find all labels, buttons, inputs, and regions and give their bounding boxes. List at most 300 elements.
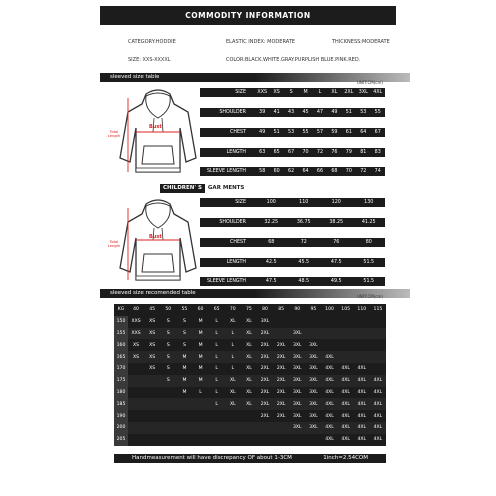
size-cell: 4XL <box>338 363 354 375</box>
kids-length-label: Total Length <box>107 240 121 248</box>
size-cell <box>289 316 305 328</box>
size-cell: M <box>176 351 192 363</box>
size-cell: XL <box>225 398 241 410</box>
height-cell: 170 <box>114 363 128 375</box>
size-cell <box>338 339 354 351</box>
table-cell: 39 <box>259 110 266 115</box>
category-info: CATEGORY:HODDIE <box>128 39 176 45</box>
size-cell <box>354 316 370 328</box>
size-cell <box>176 410 192 422</box>
table-cell: 80 <box>365 240 372 245</box>
size-cell: 4XL <box>322 398 338 410</box>
size-cell: M <box>176 375 192 387</box>
table-cell: 49 <box>259 130 266 135</box>
size-range-info: SIZE: XXS-XXXXL <box>128 57 171 63</box>
size-cell <box>176 398 192 410</box>
size-cell: XL <box>241 328 257 340</box>
weight-header-cell: 40 <box>128 304 144 316</box>
chest-row: CHEST 49 51 53 55 57 59 61 64 67 <box>200 128 385 137</box>
weight-header-cell: 90 <box>289 304 305 316</box>
table-cell: 45 <box>302 110 309 115</box>
size-cell: L <box>193 387 209 399</box>
size-cell: S <box>160 339 176 351</box>
size-cell <box>370 328 386 340</box>
height-cell: 165 <box>114 351 128 363</box>
recommended-unit: UNIT:CM(cm) <box>357 294 383 299</box>
size-cell: 4XL <box>370 422 386 434</box>
size-cell <box>273 316 289 328</box>
size-cell <box>128 398 144 410</box>
size-cell <box>338 351 354 363</box>
size-cell: 2XL <box>273 375 289 387</box>
table-cell: 61 <box>345 130 352 135</box>
size-cell: XS <box>144 339 160 351</box>
table-header-row <box>114 304 386 316</box>
size-cell: XL <box>241 351 257 363</box>
size-cell: XL <box>225 387 241 399</box>
footer-note: Handmeasurement will have discrepancy OF about 1-3CM <box>132 455 292 461</box>
size-cell <box>176 422 192 434</box>
weight-header-cell: 95 <box>305 304 321 316</box>
size-cell: 2XL <box>257 398 273 410</box>
table-cell: 72 <box>316 150 324 155</box>
table-row <box>114 410 386 422</box>
size-cell: 3XL <box>257 316 273 328</box>
size-cell: S <box>160 328 176 340</box>
footer-conversion: 1inch=2.54COM <box>323 455 368 461</box>
table-row <box>114 339 386 351</box>
weight-header-cell: 70 <box>225 304 241 316</box>
size-cell: S <box>160 363 176 375</box>
size-cell: 4XL <box>354 363 370 375</box>
size-cell <box>144 398 160 410</box>
table-cell: XL <box>331 90 338 95</box>
table-cell: 76 <box>331 150 338 155</box>
size-cell <box>209 434 225 446</box>
sleeved-size-table-title: sleeved size table <box>100 73 410 82</box>
table-cell: 42.5 <box>265 260 277 265</box>
size-cell: 4XL <box>370 434 386 446</box>
size-cell <box>354 339 370 351</box>
size-cell: 4XL <box>338 434 354 446</box>
size-cell: 4XL <box>370 398 386 410</box>
kids-hoodie-icon <box>118 198 198 286</box>
size-cell: M <box>176 363 192 375</box>
table-cell: 47.5 <box>265 279 277 284</box>
size-cell <box>128 375 144 387</box>
weight-header-cell: 80 <box>257 304 273 316</box>
size-cell: 2XL <box>273 339 289 351</box>
size-cell: 4XL <box>338 410 354 422</box>
size-cell <box>338 328 354 340</box>
table-cell: 32.25 <box>264 220 279 225</box>
size-cell: XS <box>144 328 160 340</box>
weight-header-cell: 110 <box>354 304 370 316</box>
table-cell: 3XL <box>358 90 368 95</box>
size-cell <box>176 434 192 446</box>
table-cell: 60 <box>273 169 280 174</box>
size-cell: 3XL <box>305 351 321 363</box>
size-cell <box>370 351 386 363</box>
size-cell: S <box>160 375 176 387</box>
size-cell: L <box>209 328 225 340</box>
size-cell: XL <box>241 375 257 387</box>
table-cell: 70 <box>345 169 352 174</box>
size-cell: 4XL <box>338 398 354 410</box>
table-cell: 53 <box>288 130 295 135</box>
size-cell <box>241 434 257 446</box>
size-cell: S <box>176 316 192 328</box>
table-cell: 51.5 <box>363 279 375 284</box>
size-cell <box>225 410 241 422</box>
size-cell: XXS <box>128 328 144 340</box>
table-cell: 45.5 <box>298 260 310 265</box>
size-cell: XS <box>144 351 160 363</box>
children-title-right: GAR MENTS <box>207 185 245 191</box>
table-cell: 79 <box>345 150 352 155</box>
size-cell: 2XL <box>273 398 289 410</box>
size-cell <box>144 387 160 399</box>
size-cell <box>193 398 209 410</box>
size-cell <box>128 363 144 375</box>
table-cell: 41 <box>273 110 280 115</box>
size-cell <box>160 422 176 434</box>
height-cell: 175 <box>114 375 128 387</box>
size-cell: L <box>209 398 225 410</box>
size-cell: M <box>193 375 209 387</box>
table-cell: 68 <box>331 169 338 174</box>
size-cell: S <box>176 328 192 340</box>
weight-header-cell: 100 <box>322 304 338 316</box>
size-cell: XL <box>241 339 257 351</box>
size-cell: M <box>193 339 209 351</box>
size-cell: 4XL <box>322 351 338 363</box>
table-cell: M <box>303 90 308 95</box>
size-cell: 4XL <box>354 387 370 399</box>
size-cell: M <box>193 351 209 363</box>
table-cell: 53 <box>360 110 367 115</box>
table-cell: 76 <box>333 240 340 245</box>
size-cell: 3XL <box>305 339 321 351</box>
size-cell <box>160 387 176 399</box>
size-cell: 2XL <box>257 339 273 351</box>
table-cell: S <box>289 90 293 95</box>
weight-header-cell: 55 <box>176 304 192 316</box>
size-cell: 4XL <box>322 375 338 387</box>
size-cell: XL <box>241 316 257 328</box>
size-cell <box>370 363 386 375</box>
table-cell: L <box>318 90 322 95</box>
size-cell <box>354 328 370 340</box>
table-cell: 49 <box>331 110 338 115</box>
size-cell: 3XL <box>289 375 305 387</box>
size-cell: 4XL <box>354 375 370 387</box>
size-cell <box>305 328 321 340</box>
size-cell: 3XL <box>305 398 321 410</box>
adult-length-label: Total Length <box>107 130 121 138</box>
size-cell: 3XL <box>305 375 321 387</box>
weight-header-cell: 105 <box>338 304 354 316</box>
size-cell: 4XL <box>338 387 354 399</box>
size-cell <box>273 422 289 434</box>
footer-bar <box>114 454 386 463</box>
size-cell: L <box>209 375 225 387</box>
size-cell: 2XL <box>273 363 289 375</box>
table-cell: 41.25 <box>361 220 376 225</box>
table-cell: 51 <box>345 110 352 115</box>
size-cell: 3XL <box>305 410 321 422</box>
size-cell: 3XL <box>305 387 321 399</box>
sleeve-length-row: SLEEVE LENGTH 58 60 62 64 66 68 70 72 74 <box>200 167 385 176</box>
size-cell: L <box>209 316 225 328</box>
size-cell <box>305 316 321 328</box>
elastic-info: ELASTIC INDEX: MODERATE <box>226 39 295 45</box>
size-cell <box>370 339 386 351</box>
weight-header-cell: 50 <box>160 304 176 316</box>
size-cell <box>241 410 257 422</box>
table-cell: 4XL <box>373 90 383 95</box>
size-cell: 4XL <box>322 387 338 399</box>
size-cell <box>241 422 257 434</box>
table-row <box>114 351 386 363</box>
size-cell <box>273 328 289 340</box>
size-cell: 2XL <box>257 351 273 363</box>
size-cell: M <box>193 316 209 328</box>
size-cell: XXS <box>128 316 144 328</box>
size-cell: L <box>209 387 225 399</box>
size-cell: L <box>209 363 225 375</box>
size-cell <box>128 422 144 434</box>
adult-bust-label: Bust <box>149 124 162 130</box>
shoulder-row: SHOULDER 39 41 43 45 47 49 51 53 55 <box>200 108 385 117</box>
corner-cell: KG <box>114 304 128 316</box>
size-cell: 4XL <box>370 387 386 399</box>
size-cell: 4XL <box>370 375 386 387</box>
size-row: SIZE XXS XS S M L XL 2XL 3XL 4XL <box>200 88 385 97</box>
table-row <box>114 398 386 410</box>
table-cell: 120 <box>331 200 341 205</box>
table-cell: 47 <box>316 110 324 115</box>
size-cell: M <box>193 328 209 340</box>
size-cell <box>160 434 176 446</box>
size-cell: 3XL <box>289 422 305 434</box>
size-cell <box>144 434 160 446</box>
size-cell <box>193 422 209 434</box>
table-cell: 43 <box>288 110 295 115</box>
table-cell: 48.5 <box>298 279 310 284</box>
size-cell <box>305 434 321 446</box>
size-cell <box>322 316 338 328</box>
size-cell: L <box>225 328 241 340</box>
table-cell: XS <box>273 90 280 95</box>
recommended-table-title: sleeved size recomended table <box>100 289 410 298</box>
size-cell: XL <box>241 398 257 410</box>
table-cell: 67 <box>288 150 295 155</box>
size-cell <box>322 328 338 340</box>
recommended-size-table <box>114 304 386 446</box>
size-cell <box>144 375 160 387</box>
table-cell: 64 <box>302 169 309 174</box>
size-cell: L <box>225 363 241 375</box>
table-cell: 47.5 <box>330 260 342 265</box>
table-cell: 36.75 <box>296 220 311 225</box>
size-cell: 2XL <box>257 375 273 387</box>
size-cell: 4XL <box>354 434 370 446</box>
size-cell: M <box>193 363 209 375</box>
height-cell: 180 <box>114 387 128 399</box>
size-cell <box>144 422 160 434</box>
table-cell: 2XL <box>344 90 354 95</box>
size-cell: 4XL <box>338 375 354 387</box>
table-cell: 64 <box>360 130 367 135</box>
size-cell: XS <box>128 339 144 351</box>
weight-header-cell: 85 <box>273 304 289 316</box>
height-cell: 205 <box>114 434 128 446</box>
size-cell: 3XL <box>289 363 305 375</box>
size-cell <box>144 410 160 422</box>
size-cell: 2XL <box>257 410 273 422</box>
size-cell: 2XL <box>273 351 289 363</box>
height-cell: 190 <box>114 410 128 422</box>
thickness-info: THICKNESS:MODERATE <box>332 39 390 45</box>
size-cell: S <box>160 316 176 328</box>
size-cell <box>273 434 289 446</box>
table-cell: 57 <box>316 130 324 135</box>
size-cell: L <box>225 351 241 363</box>
size-cell: XS <box>144 316 160 328</box>
size-cell: 2XL <box>257 363 273 375</box>
sleeved-unit: UNIT:CM(cm) <box>357 80 383 85</box>
size-cell <box>354 351 370 363</box>
table-row <box>114 422 386 434</box>
size-cell <box>193 434 209 446</box>
weight-header-cell: 115 <box>370 304 386 316</box>
table-cell: 51.5 <box>363 260 375 265</box>
size-cell: 2XL <box>273 410 289 422</box>
size-cell: XS <box>144 363 160 375</box>
size-cell <box>257 434 273 446</box>
size-cell: S <box>176 339 192 351</box>
height-cell: 150 <box>114 316 128 328</box>
size-cell: L <box>209 351 225 363</box>
table-cell: 62 <box>288 169 295 174</box>
table-cell: 65 <box>273 150 280 155</box>
kid-chest-row: CHEST 68 72 76 80 <box>200 238 385 247</box>
size-cell <box>225 422 241 434</box>
table-cell: 72 <box>300 240 307 245</box>
size-cell: XL <box>225 316 241 328</box>
table-cell: 74 <box>374 169 381 174</box>
size-cell <box>128 387 144 399</box>
table-row <box>114 363 386 375</box>
size-cell: 2XL <box>257 387 273 399</box>
size-cell <box>160 410 176 422</box>
kid-size-row: SIZE 100 110 120 130 <box>200 198 385 207</box>
kid-length-row: LENGTH 42.5 45.5 47.5 51.5 <box>200 258 385 267</box>
size-cell <box>209 422 225 434</box>
size-cell: 3XL <box>305 363 321 375</box>
table-row <box>114 375 386 387</box>
children-garments-title <box>160 184 247 193</box>
table-row <box>114 316 386 328</box>
kids-bust-label: Bust <box>149 234 162 240</box>
size-cell: 4XL <box>322 434 338 446</box>
color-info: COLOR:BLACK.WHITE.GRAY.PURPLISH BLUE.PINK.RED. <box>226 57 361 63</box>
table-cell: 55 <box>374 110 381 115</box>
table-cell: 70 <box>302 150 309 155</box>
size-cell: 4XL <box>322 422 338 434</box>
size-cell <box>289 434 305 446</box>
table-cell: 110 <box>299 200 309 205</box>
table-cell: 100 <box>266 200 276 205</box>
size-cell: 4XL <box>354 398 370 410</box>
size-cell: S <box>160 351 176 363</box>
table-row <box>114 434 386 446</box>
size-cell: XL <box>241 387 257 399</box>
size-cell <box>128 434 144 446</box>
size-cell <box>257 422 273 434</box>
size-cell: 3XL <box>289 410 305 422</box>
size-cell: 3XL <box>289 328 305 340</box>
size-cell <box>338 316 354 328</box>
size-cell: 4XL <box>322 410 338 422</box>
table-cell: 72 <box>360 169 367 174</box>
size-cell: 2XL <box>257 328 273 340</box>
weight-header-cell: 45 <box>144 304 160 316</box>
size-cell <box>128 410 144 422</box>
size-cell: 2XL <box>273 387 289 399</box>
size-cell <box>160 398 176 410</box>
table-cell: XXS <box>257 90 268 95</box>
size-cell: 4XL <box>370 410 386 422</box>
weight-header-cell: 65 <box>209 304 225 316</box>
table-cell: 67 <box>374 130 381 135</box>
weight-header-cell: 75 <box>241 304 257 316</box>
table-row <box>114 387 386 399</box>
table-cell: 68 <box>268 240 275 245</box>
height-cell: 200 <box>114 422 128 434</box>
size-cell: XL <box>241 363 257 375</box>
size-cell: 3XL <box>289 339 305 351</box>
table-cell: 51 <box>273 130 280 135</box>
table-cell: 63 <box>259 150 266 155</box>
table-cell: 38.25 <box>329 220 344 225</box>
size-cell: 3XL <box>289 351 305 363</box>
size-cell <box>193 410 209 422</box>
size-cell: M <box>176 387 192 399</box>
table-cell: 58 <box>259 169 266 174</box>
weight-header-cell: 60 <box>193 304 209 316</box>
table-cell: 66 <box>316 169 324 174</box>
size-cell <box>209 410 225 422</box>
table-cell: 49.5 <box>330 279 342 284</box>
size-cell <box>370 316 386 328</box>
table-cell: 81 <box>360 150 367 155</box>
size-cell: 3XL <box>289 387 305 399</box>
size-cell: 4XL <box>322 363 338 375</box>
table-row <box>114 328 386 340</box>
adult-hoodie-icon <box>118 88 198 178</box>
size-cell: 3XL <box>305 422 321 434</box>
size-cell: XS <box>128 351 144 363</box>
size-cell: L <box>225 339 241 351</box>
table-cell: 83 <box>374 150 381 155</box>
page-title: COMMODITY INFORMATION <box>100 6 396 25</box>
height-cell: 160 <box>114 339 128 351</box>
kid-shoulder-row: SHOULDER 32.25 36.75 38.25 41.25 <box>200 218 385 227</box>
table-cell: 55 <box>302 130 309 135</box>
size-cell <box>225 434 241 446</box>
